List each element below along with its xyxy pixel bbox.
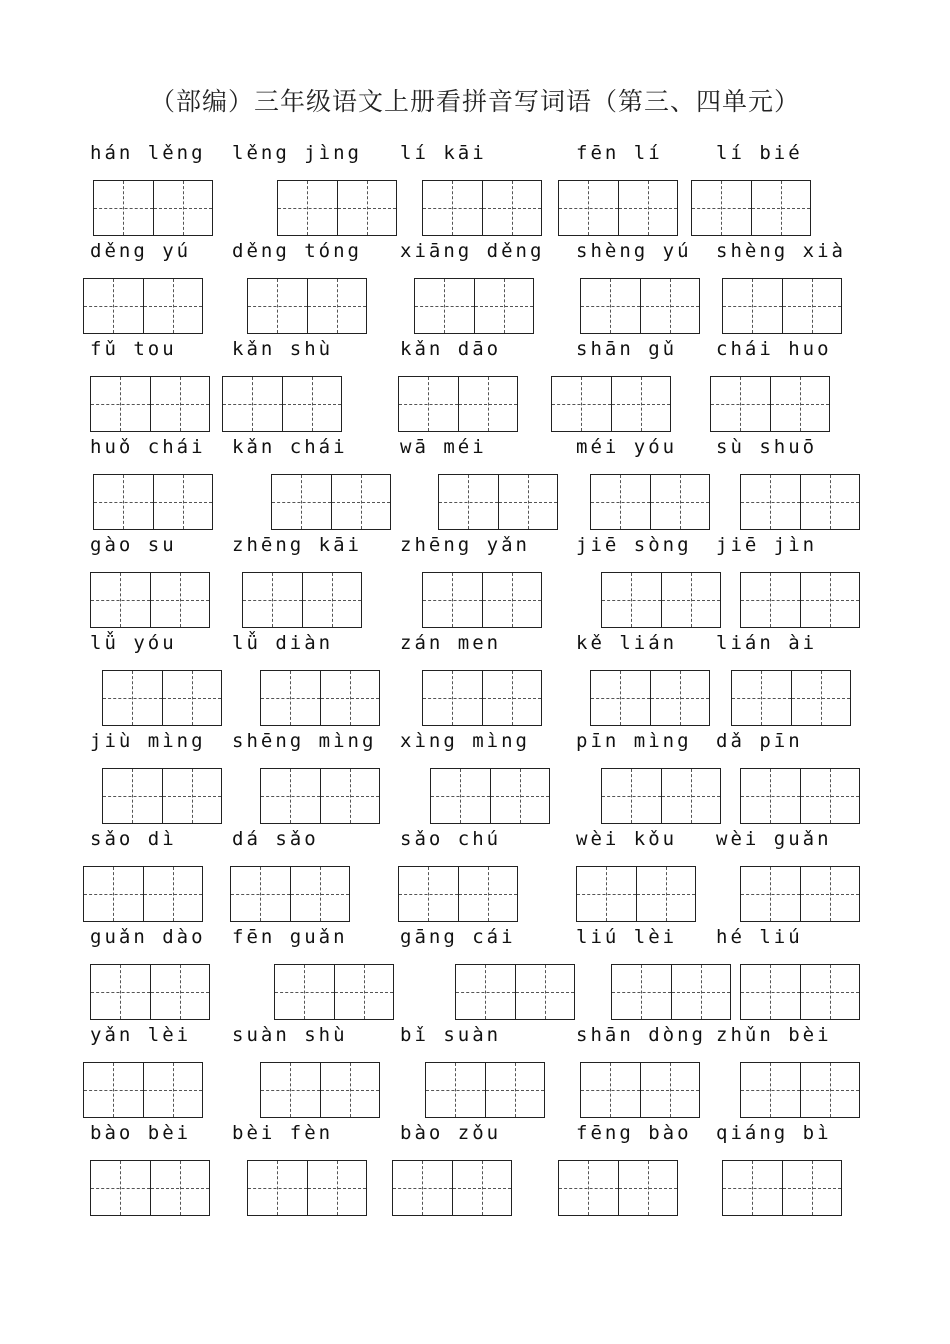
writing-cell[interactable] [399, 867, 458, 921]
writing-cell[interactable] [741, 867, 800, 921]
writing-cell[interactable] [618, 1161, 678, 1215]
writing-cell[interactable] [307, 279, 367, 333]
writing-grid[interactable] [722, 278, 842, 334]
writing-grid[interactable] [740, 768, 860, 824]
pinyin-label: jiē sòng [576, 534, 692, 556]
writing-cell[interactable] [482, 573, 542, 627]
writing-grid[interactable] [274, 964, 394, 1020]
writing-cell[interactable] [618, 181, 678, 235]
writing-cell[interactable] [559, 1161, 618, 1215]
writing-cell[interactable] [302, 573, 362, 627]
pinyin-label: zán men [400, 632, 502, 654]
pinyin-label: děng tóng [232, 240, 362, 262]
pinyin-label: wèi kǒu [576, 828, 678, 850]
writing-cell[interactable] [94, 181, 153, 235]
writing-cell[interactable] [399, 377, 458, 431]
writing-cell[interactable] [602, 769, 661, 823]
writing-cell[interactable] [671, 965, 731, 1019]
pinyin-label: bǐ suàn [400, 1024, 502, 1046]
writing-cell[interactable] [640, 279, 700, 333]
writing-cell[interactable] [84, 279, 143, 333]
writing-cell[interactable] [423, 573, 482, 627]
writing-cell[interactable] [741, 1063, 800, 1117]
page-title: （部编）三年级语文上册看拼音写词语（第三、四单元） [149, 87, 800, 116]
writing-grid[interactable] [93, 474, 213, 530]
pinyin-label: pīn mìng [576, 730, 692, 752]
writing-cell[interactable] [741, 475, 800, 529]
writing-grid[interactable] [691, 180, 811, 236]
writing-cell[interactable] [278, 181, 337, 235]
writing-grid[interactable] [731, 670, 851, 726]
writing-grid[interactable] [277, 180, 397, 236]
writing-cell[interactable] [723, 279, 782, 333]
writing-grid[interactable] [740, 474, 860, 530]
writing-cell[interactable] [282, 377, 342, 431]
writing-grid[interactable] [740, 866, 860, 922]
writing-cell[interactable] [153, 181, 213, 235]
writing-cell[interactable] [431, 769, 490, 823]
writing-cell[interactable] [426, 1063, 485, 1117]
writing-cell[interactable] [153, 475, 213, 529]
pinyin-label: sǎo chú [400, 828, 502, 850]
pinyin-label: guǎn dào [90, 926, 206, 948]
writing-grid[interactable] [392, 1160, 512, 1216]
writing-cell[interactable] [334, 965, 394, 1019]
writing-cell[interactable] [261, 671, 320, 725]
pinyin-label: bào bèi [90, 1122, 192, 1144]
writing-grid[interactable] [90, 572, 210, 628]
writing-cell[interactable] [94, 475, 153, 529]
pinyin-label: shān dòng [576, 1024, 706, 1046]
writing-cell[interactable] [261, 769, 320, 823]
pinyin-label: zhǔn bèi [716, 1024, 832, 1046]
writing-cell[interactable] [577, 867, 636, 921]
writing-cell[interactable] [723, 1161, 782, 1215]
writing-grid[interactable] [710, 376, 830, 432]
writing-grid[interactable] [102, 768, 222, 824]
writing-cell[interactable] [320, 769, 380, 823]
pinyin-label: huǒ chái [90, 436, 206, 458]
writing-cell[interactable] [331, 475, 391, 529]
writing-grid[interactable] [740, 1062, 860, 1118]
writing-cell[interactable] [800, 769, 860, 823]
pinyin-label: zhēng yǎn [400, 534, 530, 556]
writing-cell[interactable] [84, 1063, 143, 1117]
pinyin-label: liú lèi [576, 926, 678, 948]
writing-cell[interactable] [498, 475, 558, 529]
writing-cell[interactable] [751, 181, 811, 235]
writing-cell[interactable] [559, 181, 618, 235]
pinyin-label: shèng xià [716, 240, 846, 262]
writing-cell[interactable] [591, 475, 650, 529]
pinyin-label: xìng mìng [400, 730, 530, 752]
writing-grid[interactable] [247, 278, 367, 334]
pinyin-label: qiáng bì [716, 1122, 832, 1144]
writing-cell[interactable] [307, 1161, 367, 1215]
writing-cell[interactable] [456, 965, 515, 1019]
writing-cell[interactable] [782, 279, 842, 333]
writing-grid[interactable] [590, 670, 710, 726]
writing-cell[interactable] [732, 671, 791, 725]
pinyin-label: shèng yú [576, 240, 692, 262]
writing-cell[interactable] [711, 377, 770, 431]
writing-grid[interactable] [425, 1062, 545, 1118]
writing-grid[interactable] [260, 670, 380, 726]
writing-cell[interactable] [162, 769, 222, 823]
writing-grid[interactable] [222, 376, 342, 432]
writing-grid[interactable] [271, 474, 391, 530]
writing-cell[interactable] [231, 867, 290, 921]
pinyin-label: gào su [90, 534, 177, 556]
writing-cell[interactable] [515, 965, 575, 1019]
writing-grid[interactable] [242, 572, 362, 628]
writing-grid[interactable] [90, 1160, 210, 1216]
pinyin-label: zhēng kāi [232, 534, 362, 556]
writing-cell[interactable] [661, 573, 721, 627]
writing-cell[interactable] [591, 671, 650, 725]
writing-cell[interactable] [261, 1063, 320, 1117]
writing-grid[interactable] [93, 180, 213, 236]
writing-cell[interactable] [602, 573, 661, 627]
writing-cell[interactable] [143, 867, 203, 921]
writing-grid[interactable] [438, 474, 558, 530]
writing-cell[interactable] [91, 573, 150, 627]
pinyin-label: méi yóu [576, 436, 678, 458]
writing-grid[interactable] [398, 376, 518, 432]
writing-grid[interactable] [422, 572, 542, 628]
writing-cell[interactable] [485, 1063, 545, 1117]
writing-grid[interactable] [430, 768, 550, 824]
writing-cell[interactable] [791, 671, 851, 725]
writing-cell[interactable] [143, 279, 203, 333]
writing-grid[interactable] [102, 670, 222, 726]
writing-grid[interactable] [247, 1160, 367, 1216]
writing-grid[interactable] [83, 278, 203, 334]
pinyin-label: lí kāi [400, 142, 487, 164]
pinyin-label: xiāng děng [400, 240, 545, 262]
writing-cell[interactable] [337, 181, 397, 235]
writing-cell[interactable] [800, 475, 860, 529]
writing-cell[interactable] [91, 965, 150, 1019]
writing-cell[interactable] [650, 671, 710, 725]
writing-cell[interactable] [770, 377, 830, 431]
writing-cell[interactable] [290, 867, 350, 921]
writing-cell[interactable] [581, 279, 640, 333]
writing-cell[interactable] [458, 867, 518, 921]
writing-cell[interactable] [741, 769, 800, 823]
writing-cell[interactable] [611, 377, 671, 431]
writing-cell[interactable] [800, 1063, 860, 1117]
writing-grid[interactable] [422, 670, 542, 726]
pinyin-label: děng yú [90, 240, 192, 262]
writing-cell[interactable] [552, 377, 611, 431]
writing-cell[interactable] [143, 1063, 203, 1117]
writing-cell[interactable] [393, 1161, 452, 1215]
pinyin-label: lí bié [716, 142, 803, 164]
writing-cell[interactable] [640, 1063, 700, 1117]
writing-cell[interactable] [423, 181, 482, 235]
pinyin-label: lián ài [716, 632, 818, 654]
writing-grid[interactable] [601, 572, 721, 628]
writing-cell[interactable] [248, 279, 307, 333]
writing-cell[interactable] [150, 377, 210, 431]
pinyin-label: lěng jìng [232, 142, 362, 164]
writing-cell[interactable] [243, 573, 302, 627]
pinyin-label: jiē jìn [716, 534, 818, 556]
writing-grid[interactable] [83, 1062, 203, 1118]
pinyin-label: bèi fèn [232, 1122, 334, 1144]
pinyin-label: dá sǎo [232, 828, 319, 850]
writing-cell[interactable] [661, 769, 721, 823]
writing-cell[interactable] [636, 867, 696, 921]
pinyin-label: fǔ tou [90, 338, 177, 360]
writing-grid[interactable] [260, 1062, 380, 1118]
pinyin-label: jiù mìng [90, 730, 206, 752]
writing-grid[interactable] [558, 180, 678, 236]
writing-cell[interactable] [800, 573, 860, 627]
writing-cell[interactable] [490, 769, 550, 823]
pinyin-label: wèi guǎn [716, 828, 832, 850]
writing-grid[interactable] [740, 572, 860, 628]
writing-grid[interactable] [422, 180, 542, 236]
writing-grid[interactable] [414, 278, 534, 334]
writing-cell[interactable] [800, 965, 860, 1019]
pinyin-label: sǎo dì [90, 828, 177, 850]
writing-cell[interactable] [458, 377, 518, 431]
writing-grid[interactable] [551, 376, 671, 432]
writing-cell[interactable] [103, 769, 162, 823]
writing-cell[interactable] [650, 475, 710, 529]
pinyin-label: yǎn lèi [90, 1024, 192, 1046]
writing-grid[interactable] [580, 278, 700, 334]
writing-cell[interactable] [272, 475, 331, 529]
writing-grid[interactable] [455, 964, 575, 1020]
writing-grid[interactable] [611, 964, 731, 1020]
writing-cell[interactable] [91, 377, 150, 431]
writing-cell[interactable] [482, 671, 542, 725]
writing-grid[interactable] [230, 866, 350, 922]
writing-cell[interactable] [612, 965, 671, 1019]
writing-cell[interactable] [581, 1063, 640, 1117]
writing-cell[interactable] [741, 573, 800, 627]
writing-cell[interactable] [320, 671, 380, 725]
writing-cell[interactable] [415, 279, 474, 333]
writing-cell[interactable] [439, 475, 498, 529]
pinyin-label: kǎn dāo [400, 338, 502, 360]
pinyin-label: wā méi [400, 436, 487, 458]
writing-cell[interactable] [150, 965, 210, 1019]
pinyin-label: suàn shù [232, 1024, 348, 1046]
writing-cell[interactable] [91, 1161, 150, 1215]
pinyin-label: dǎ pīn [716, 730, 803, 752]
pinyin-label: sù shuō [716, 436, 818, 458]
writing-cell[interactable] [474, 279, 534, 333]
writing-cell[interactable] [452, 1161, 512, 1215]
writing-cell[interactable] [482, 181, 542, 235]
pinyin-label: kǎn shù [232, 338, 334, 360]
writing-grid[interactable] [398, 866, 518, 922]
writing-cell[interactable] [275, 965, 334, 1019]
writing-cell[interactable] [103, 671, 162, 725]
writing-cell[interactable] [741, 965, 800, 1019]
writing-cell[interactable] [692, 181, 751, 235]
pinyin-label: chái huo [716, 338, 832, 360]
writing-grid[interactable] [260, 768, 380, 824]
writing-cell[interactable] [84, 867, 143, 921]
writing-cell[interactable] [150, 573, 210, 627]
writing-grid[interactable] [601, 768, 721, 824]
pinyin-label: gāng cái [400, 926, 516, 948]
pinyin-label: fēn lí [576, 142, 663, 164]
writing-grid[interactable] [558, 1160, 678, 1216]
writing-cell[interactable] [162, 671, 222, 725]
pinyin-label: kǎn chái [232, 436, 348, 458]
writing-grid[interactable] [90, 376, 210, 432]
writing-cell[interactable] [782, 1161, 842, 1215]
writing-cell[interactable] [423, 671, 482, 725]
pinyin-label: hán lěng [90, 142, 206, 164]
writing-grid[interactable] [590, 474, 710, 530]
pinyin-label: bào zǒu [400, 1122, 502, 1144]
pinyin-label: hé liú [716, 926, 803, 948]
pinyin-label: fēng bào [576, 1122, 692, 1144]
pinyin-label: lǚ yóu [90, 632, 177, 654]
writing-cell[interactable] [150, 1161, 210, 1215]
writing-grid[interactable] [83, 866, 203, 922]
writing-grid[interactable] [90, 964, 210, 1020]
pinyin-label: kě lián [576, 632, 678, 654]
writing-cell[interactable] [223, 377, 282, 431]
writing-grid[interactable] [722, 1160, 842, 1216]
pinyin-label: lǚ diàn [232, 632, 334, 654]
pinyin-label: fēn guǎn [232, 926, 348, 948]
pinyin-label: shēng mìng [232, 730, 377, 752]
writing-cell[interactable] [800, 867, 860, 921]
pinyin-label: shān gǔ [576, 338, 678, 360]
writing-grid[interactable] [580, 1062, 700, 1118]
writing-cell[interactable] [248, 1161, 307, 1215]
writing-grid[interactable] [576, 866, 696, 922]
writing-grid[interactable] [740, 964, 860, 1020]
writing-cell[interactable] [320, 1063, 380, 1117]
